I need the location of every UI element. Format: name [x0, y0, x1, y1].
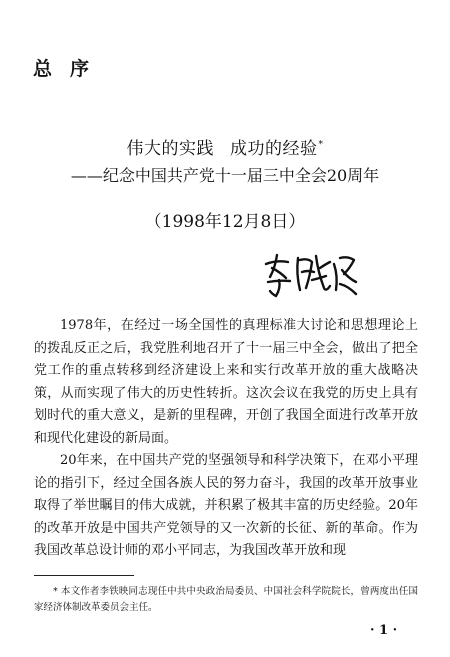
- footnote-divider: [34, 575, 134, 576]
- author-signature-image: [260, 250, 360, 300]
- page-number: · 1 ·: [370, 623, 398, 638]
- body-paragraph-2: 20年来，在中国共产党的坚强领导和科学决策下，在邓小平理论的指引下，经过全国各族人民的努力奋斗，我国的改革开放事业取得了举世瞩目的伟大成就，并积累了极其丰富的历史经验。20年的改革开放是中国共产党领导的又一次新的长征、新的革命。作为我国改革总设计师的邓小平同志，为我国改革开放和现: [34, 453, 418, 558]
- title-footnote-marker[interactable]: *: [318, 140, 324, 150]
- article-body: [34, 315, 418, 563]
- title-part-2: 成功的经验: [230, 139, 318, 159]
- article-title: [0, 135, 450, 159]
- section-heading: 总序: [33, 58, 108, 80]
- body-paragraph-1: 1978年，在经过一场全国性的真理标准大讨论和思想理论上的拨乱反正之后，我党胜利地召开了十一届三中全会，做出了把全党工作的重点转移到经济建设上来和实行改革开放的重大战略决策，从而实现了伟大的历史性转折。这次会议在我党的历史上具有划时代的重大意义，是新的里程碑，开创了我国全面进行改革开放和现代化建设的新局面。: [34, 318, 418, 446]
- footnote-text: * 本文作者李铁映同志现任中共中央政治局委员、中国社会科学院院长，曾两度出任国家经济体制改革委员会主任。: [34, 586, 418, 613]
- article-subtitle: ——纪念中国共产党十一届三中全会20周年: [70, 166, 380, 185]
- title-part-1: 伟大的实践: [126, 139, 214, 159]
- article-date: （1998年12月8日）: [144, 212, 306, 232]
